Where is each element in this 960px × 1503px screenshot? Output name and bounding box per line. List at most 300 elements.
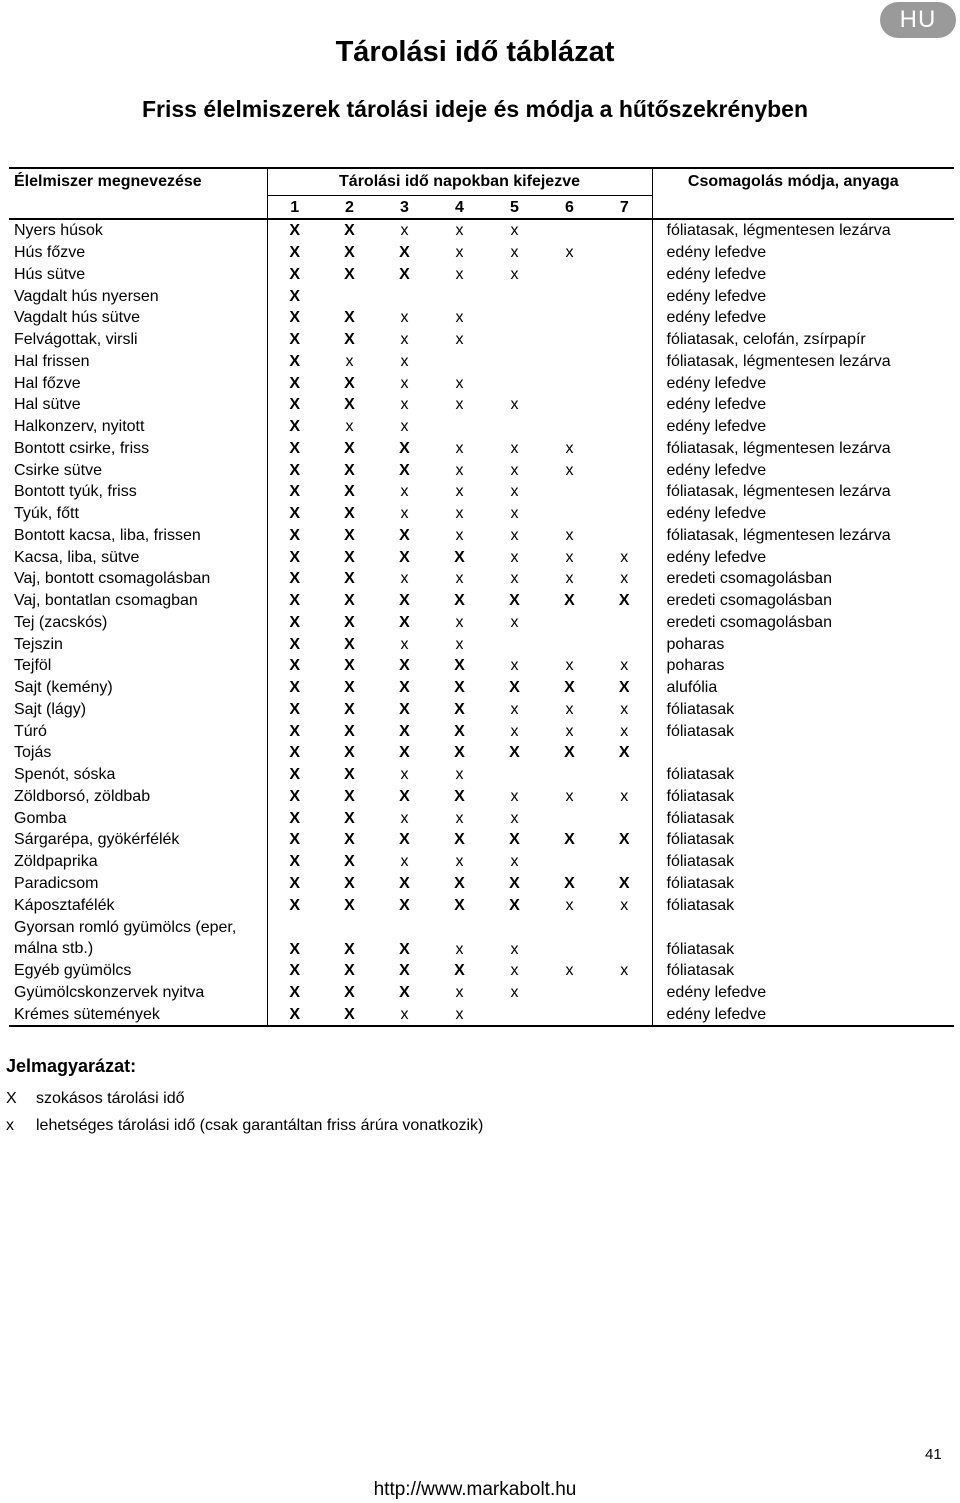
storage-mark: X [289,941,301,958]
packaging: poharas [666,657,725,675]
storage-mark: X [344,570,355,588]
food-name: Nyers húsok [9,219,267,242]
storage-mark: X [454,722,465,740]
storage-mark: X [344,244,355,262]
storage-mark: x [565,896,574,914]
packaging: edény lefedve [666,505,767,523]
packaging: fóliatasak, celofán, zsírpapír [666,331,866,349]
storage-mark [597,285,652,307]
storage-mark [597,916,652,960]
food-name: Zöldpaprika [9,851,267,873]
storage-mark [322,285,377,307]
storage-mark: x [400,505,409,523]
storage-mark: X [289,831,301,849]
storage-mark: x [510,941,519,958]
storage-mark [487,416,542,438]
packaging: fóliatasak, légmentesen lezárva [666,439,891,457]
storage-mark: X [289,744,301,762]
food-name: Hús sütve [9,264,267,286]
storage-mark: X [344,613,355,631]
food-name: Gomba [9,807,267,829]
storage-mark: X [344,831,355,849]
storage-mark: X [289,265,301,283]
storage-mark [542,503,597,525]
table-row [9,394,954,416]
storage-mark: X [344,592,355,610]
storage-mark: X [289,679,301,697]
table-row [9,764,954,786]
header-day: 5 [487,196,542,220]
storage-mark: X [564,744,575,762]
food-name: Vagdalt hús nyersen [9,285,267,307]
storage-mark [487,372,542,394]
storage-mark: X [454,831,465,849]
storage-mark [597,459,652,481]
storage-mark: x [565,526,574,544]
packaging: fóliatasak [666,831,735,849]
food-name: Tej (zacskós) [9,612,267,634]
storage-mark: x [510,853,519,871]
storage-mark [542,807,597,829]
table-row [9,960,954,982]
table-row [9,894,954,916]
storage-mark [597,394,652,416]
language-badge: HU [880,2,956,38]
storage-mark: x [597,699,652,721]
storage-mark: X [454,679,465,697]
table-row [9,633,954,655]
packaging: fóliatasak [666,853,735,871]
table-row [9,677,954,699]
storage-mark: x [510,461,519,479]
storage-mark: x [565,570,574,588]
storage-mark: x [455,439,464,457]
storage-mark: X [289,657,301,675]
storage-mark: x [400,374,409,392]
storage-mark: x [565,722,574,740]
food-name: Gyümölcskonzervek nyitva [9,982,267,1004]
storage-mark [597,633,652,655]
food-name: Sajt (lágy) [9,699,267,721]
header-day: 6 [542,196,597,220]
storage-mark [542,612,597,634]
storage-mark: X [289,331,301,349]
storage-mark: X [289,461,301,479]
storage-mark: X [399,613,410,631]
storage-mark [597,481,652,503]
storage-mark: X [344,439,355,457]
storage-mark: x [400,809,409,827]
storage-mark: x [455,461,464,479]
storage-mark [597,219,652,242]
table-row [9,786,954,808]
food-name: Káposztafélék [9,894,267,916]
storage-mark: x [400,418,409,436]
storage-mark: X [289,700,301,718]
storage-mark: x [400,635,409,653]
storage-mark: X [344,526,355,544]
table-row [9,742,954,764]
storage-mark: X [399,744,410,762]
storage-mark [542,219,597,242]
storage-mark: x [510,984,519,1002]
storage-mark: x [597,960,652,982]
storage-mark: X [399,962,410,980]
storage-mark: X [344,874,355,892]
storage-mark: x [565,461,574,479]
legend-text: szokásos tárolási idő [36,1090,185,1107]
storage-mark: x [510,483,519,501]
storage-mark: X [344,548,355,566]
storage-mark: X [289,613,301,631]
table-row [9,481,954,503]
packaging: edény lefedve [666,396,767,414]
storage-mark [597,307,652,329]
storage-mark: x [455,526,464,544]
storage-mark: x [345,352,354,370]
storage-mark: X [399,244,410,262]
header-day: 4 [432,196,487,220]
storage-mark: x [510,809,519,827]
storage-mark: X [289,853,301,871]
table-row [9,546,954,568]
packaging: edény lefedve [666,287,767,305]
storage-mark: x [565,439,574,457]
table-row [9,720,954,742]
storage-mark: X [289,526,301,544]
storage-mark [542,285,597,307]
storage-mark: X [399,439,410,457]
storage-mark: X [597,590,652,612]
storage-mark: x [455,505,464,523]
food-name: Felvágottak, virsli [9,329,267,351]
storage-mark: x [510,613,519,631]
food-name: Paradicsom [9,873,267,895]
storage-mark: X [289,396,301,414]
packaging: edény lefedve [666,984,767,1002]
storage-mark [432,285,487,307]
storage-mark: X [344,265,355,283]
storage-mark: X [289,787,301,805]
food-name: Csirke sütve [9,459,267,481]
packaging: fóliatasak [666,700,735,718]
storage-mark [597,764,652,786]
food-name: Túró [9,720,267,742]
storage-mark: X [344,787,355,805]
storage-mark [597,264,652,286]
storage-mark [542,307,597,329]
table-body [9,219,954,1026]
storage-mark: X [344,657,355,675]
food-name: Halkonzerv, nyitott [9,416,267,438]
storage-mark: x [510,657,519,675]
storage-mark: x [400,396,409,414]
packaging: edény lefedve [666,265,767,283]
storage-mark: x [432,1004,487,1027]
packaging: edény lefedve [666,374,767,392]
storage-mark: X [564,874,575,892]
header-day: 7 [597,196,652,220]
storage-mark: x [455,635,464,653]
storage-mark: x [455,396,464,414]
storage-mark [542,372,597,394]
storage-mark: x [597,568,652,590]
storage-mark: X [344,722,355,740]
storage-mark: X [564,679,575,697]
storage-mark: x [510,787,519,805]
packaging: fóliatasak [666,809,735,827]
storage-mark: X [454,592,465,610]
packaging: eredeti csomagolásban [666,592,832,610]
storage-mark: X [454,744,465,762]
header-day: 3 [377,196,432,220]
storage-mark: X [564,592,575,610]
storage-mark: x [400,483,409,501]
storage-mark: X [509,679,520,697]
storage-mark: x [597,546,652,568]
storage-mark: X [344,309,355,327]
storage-mark: x [455,809,464,827]
storage-mark: x [510,396,519,414]
storage-mark: X [289,222,301,240]
food-name: Hal frissen [9,351,267,373]
storage-mark [487,285,542,307]
storage-mark: X [289,809,301,827]
packaging: edény lefedve [666,461,767,479]
storage-mark [542,329,597,351]
header-days: Tárolási idő napokban kifejezve [267,168,652,196]
storage-mark: x [510,526,519,544]
storage-mark [597,416,652,438]
storage-mark: x [400,331,409,349]
storage-mark: x [510,439,519,457]
storage-mark: x [455,941,464,958]
page-number: 41 [925,1446,942,1463]
packaging: fóliatasak [666,874,735,892]
table-row [9,699,954,721]
food-name: Vaj, bontatlan csomagban [9,590,267,612]
storage-mark: x [565,548,574,566]
storage-mark: x [455,984,464,1002]
table-row [9,655,954,677]
packaging: alufólia [666,679,718,697]
table-row [9,612,954,634]
storage-mark [597,982,652,1004]
storage-mark [542,982,597,1004]
storage-mark: x [400,309,409,327]
legend-title: Jelmagyarázat: [6,1056,137,1076]
storage-mark: X [289,418,301,436]
storage-mark: x [597,894,652,916]
legend-text: lehetséges tárolási idő (csak garantáltan friss árúra vonatkozik) [36,1117,484,1134]
packaging: edény lefedve [652,1004,954,1027]
storage-mark: X [289,962,301,980]
table-row [9,916,954,960]
table-row [9,459,954,481]
food-name: Bontott csirke, friss [9,438,267,460]
table-row [9,590,954,612]
storage-mark: X [344,635,355,653]
storage-mark: x [510,962,519,980]
table-row [9,351,954,373]
packaging: edény lefedve [666,309,767,327]
food-name: Vagdalt hús sütve [9,307,267,329]
storage-mark: X [509,744,520,762]
header-packaging: Csomagolás módja, anyaga [652,168,954,196]
storage-mark: x [400,222,409,240]
table-row [9,525,954,547]
storage-mark: X [344,984,355,1002]
food-name: Hús főzve [9,242,267,264]
storage-mark [542,264,597,286]
storage-mark: X [344,679,355,697]
table-row [9,873,954,895]
food-name: Gyorsan romló gyümölcs (eper, málna stb.) [9,916,267,960]
storage-mark: X [399,592,410,610]
storage-mark: x [510,722,519,740]
storage-mark: x [510,700,519,718]
storage-mark [542,481,597,503]
storage-mark: X [344,962,355,980]
packaging: poharas [666,635,725,653]
food-name: Tyúk, főtt [9,503,267,525]
storage-mark [597,329,652,351]
storage-mark [542,394,597,416]
legend-item [6,1090,185,1108]
storage-mark: X [344,896,355,914]
storage-mark: x [345,418,354,436]
storage-mark: x [455,483,464,501]
storage-mark: x [565,700,574,718]
packaging: edény lefedve [666,418,767,436]
footer-url: http://www.markabolt.hu [373,1479,577,1500]
storage-mark [597,851,652,873]
storage-mark: X [509,831,520,849]
packaging: fóliatasak [666,766,735,784]
storage-mark: x [565,962,574,980]
header-day: 1 [267,196,322,220]
packaging [652,742,954,764]
storage-mark: x [510,244,519,262]
legend-item [6,1117,483,1135]
packaging: fóliatasak [666,722,735,740]
storage-mark [597,525,652,547]
storage-mark: X [289,483,301,501]
food-name: Zöldborsó, zöldbab [9,786,267,808]
storage-mark: X [289,244,301,262]
storage-mark: x [455,309,464,327]
packaging: fóliatasak, légmentesen lezárva [666,526,891,544]
storage-mark [542,416,597,438]
storage-mark [487,307,542,329]
storage-mark [542,764,597,786]
storage-mark: X [344,374,355,392]
storage-mark: X [344,744,355,762]
storage-mark: X [454,896,465,914]
storage-mark [542,916,597,960]
food-name: Bontott tyúk, friss [9,481,267,503]
food-name: Vaj, bontott csomagolásban [9,568,267,590]
storage-mark: X [289,309,301,327]
storage-mark [597,612,652,634]
table-row [9,219,954,242]
storage-mark [597,438,652,460]
packaging: eredeti csomagolásban [666,570,832,588]
table-row [9,416,954,438]
page-title: Tárolási idő táblázat [335,36,615,68]
storage-mark: X [344,396,355,414]
food-name: Tejszin [9,633,267,655]
storage-mark: X [289,635,301,653]
packaging: edény lefedve [666,548,767,566]
storage-mark: x [510,222,519,240]
table-row [9,438,954,460]
storage-mark: X [267,1004,322,1027]
storage-mark [542,351,597,373]
food-name: Tojás [9,742,267,764]
header-food-spacer [9,196,267,220]
storage-mark: x [597,786,652,808]
packaging: fóliatasak, légmentesen lezárva [666,222,891,240]
packaging: fóliatasak [666,787,735,805]
storage-mark: X [454,787,465,805]
storage-mark [487,1004,542,1027]
storage-mark: x [400,766,409,784]
packaging: fóliatasak [666,941,735,958]
storage-mark: X [399,265,410,283]
storage-mark: X [454,548,465,566]
storage-mark: X [454,874,465,892]
storage-mark: X [399,526,410,544]
storage-mark: X [344,483,355,501]
storage-mark [377,285,432,307]
storage-mark: X [344,222,355,240]
storage-mark: X [399,657,410,675]
storage-mark: x [510,548,519,566]
storage-mark: X [399,984,410,1002]
storage-mark: x [400,352,409,370]
storage-mark: X [509,592,520,610]
table-row [9,242,954,264]
food-name: Sárgarépa, gyökérfélék [9,829,267,851]
storage-mark: X [399,548,410,566]
legend-symbol: X [6,1090,17,1107]
storage-mark: X [289,570,301,588]
storage-mark: X [399,722,410,740]
food-name: Bontott kacsa, liba, frissen [9,525,267,547]
storage-mark: x [455,331,464,349]
storage-mark: X [597,873,652,895]
storage-mark: X [454,700,465,718]
storage-mark: X [289,592,301,610]
storage-mark: X [597,829,652,851]
table-row [9,568,954,590]
storage-mark: X [399,831,410,849]
storage-mark: X [509,896,520,914]
storage-mark: X [289,766,301,784]
header-day: 2 [322,196,377,220]
storage-mark: X [344,461,355,479]
packaging: fóliatasak [666,962,735,980]
storage-mark: X [399,679,410,697]
storage-mark: x [510,265,519,283]
table-row [9,982,954,1004]
storage-mark [487,329,542,351]
storage-mark: X [399,874,410,892]
food-name: Tejföl [9,655,267,677]
storage-mark: x [400,570,409,588]
storage-mark: x [455,613,464,631]
